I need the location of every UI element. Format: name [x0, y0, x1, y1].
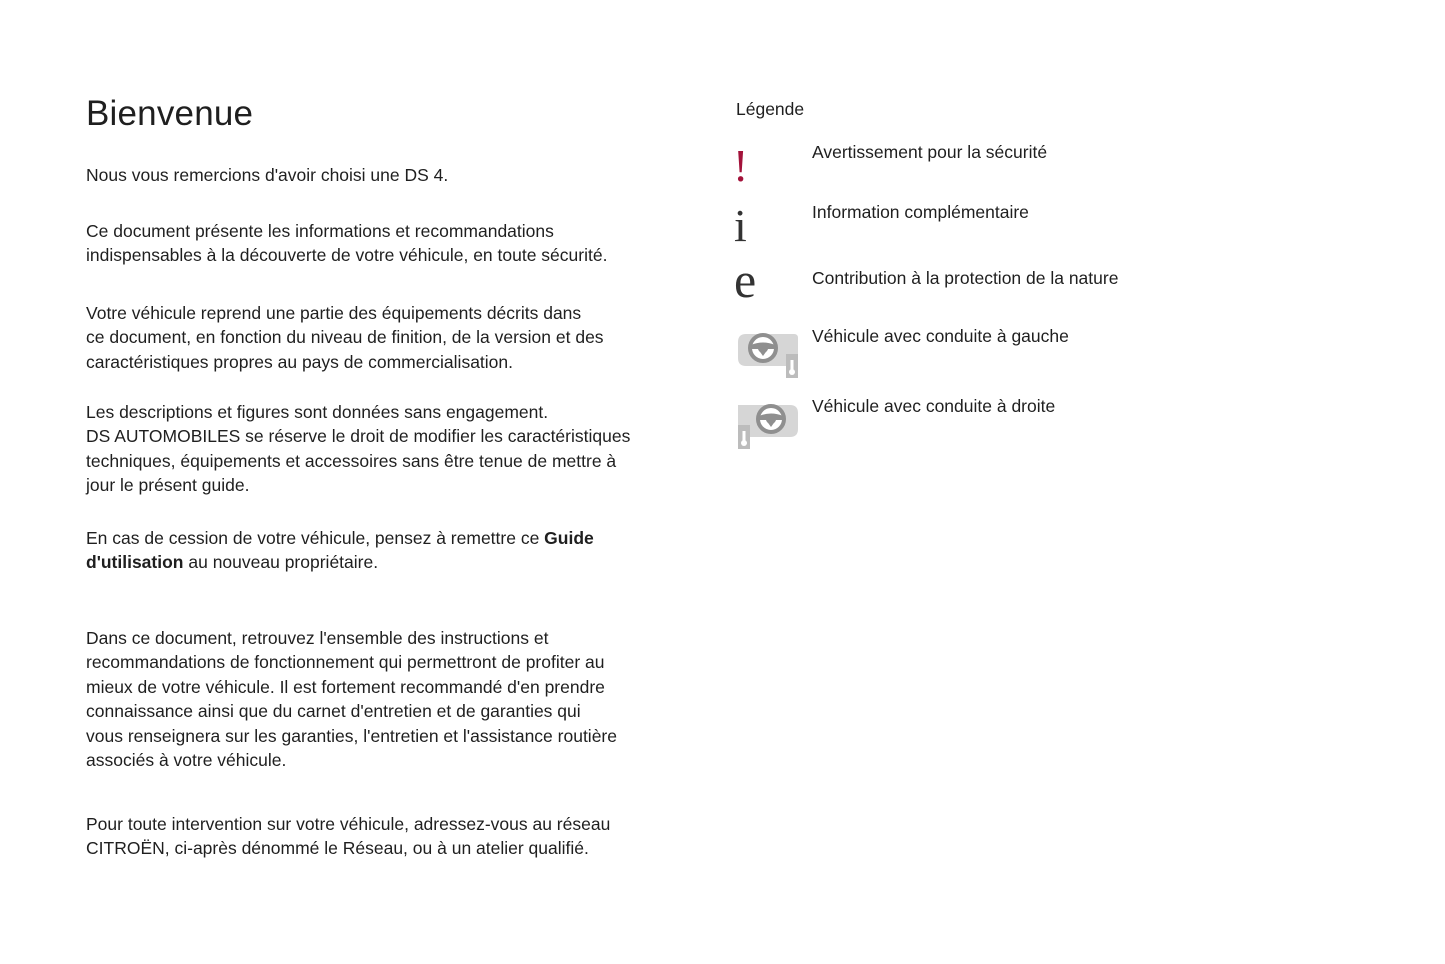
- purpose-paragraph: Ce document présente les informations et recommandations indispensables à la découverte de votre véhicule, en toute sécurité.: [86, 221, 608, 266]
- legend-label-nature: Contribution à la protection de la nature: [812, 268, 1119, 288]
- page-title: Bienvenue: [86, 94, 254, 133]
- equipment-paragraph: Votre véhicule reprend une partie des équipements décrits dans ce document, en fonction du niveau de finition, de la version et des caractéristiques propres au pays de commercialisation.: [86, 303, 604, 372]
- intro-paragraph: Nous vous remercions d'avoir choisi une DS 4.: [86, 165, 449, 185]
- eco-icon: e: [734, 252, 757, 308]
- transfer-text-end: au nouveau propriétaire.: [183, 552, 379, 573]
- legend-title: Légende: [736, 99, 805, 119]
- info-icon: i: [734, 200, 747, 251]
- legend-label-right-drive: Véhicule avec conduite à droite: [812, 396, 1056, 416]
- guide-name: Guide d'utilisation: [86, 528, 594, 573]
- legend-label-safety: Avertissement pour la sécurité: [812, 142, 1048, 162]
- transfer-text-start: En cas de cession de votre véhicule, pensez à remettre ce: [86, 528, 545, 548]
- right-hand-drive-icon: [736, 399, 800, 451]
- network-paragraph: Pour toute intervention sur votre véhicule, adressez-vous au réseau CITROËN, ci-après dénommé le Réseau, ou à un atelier qualifié.: [86, 814, 611, 859]
- disclaimer-paragraph: Les descriptions et figures sont données sans engagement. DS AUTOMOBILES se réserve le droit de modifier les caractéristiques techniques, équipements et accessoires sans être tenue de mettre à jour le présent guide.: [86, 402, 631, 496]
- transfer-paragraph: [86, 526, 686, 575]
- instructions-paragraph: Dans ce document, retrouvez l'ensemble des instructions et recommandations de fonctionnement qui permettront de profiter au mieux de votre véhicule. Il est fortement recommandé d'en prendre connaissance ainsi que du carnet d'entretien et de garanties qui vous renseignera sur les garanties, l'entretien et l'assistance routière associés à votre véhicule.: [86, 628, 617, 771]
- left-hand-drive-icon: [736, 328, 800, 380]
- legend-label-left-drive: Véhicule avec conduite à gauche: [812, 326, 1069, 346]
- legend-label-info: Information complémentaire: [812, 202, 1029, 222]
- exclamation-icon: !: [733, 140, 749, 191]
